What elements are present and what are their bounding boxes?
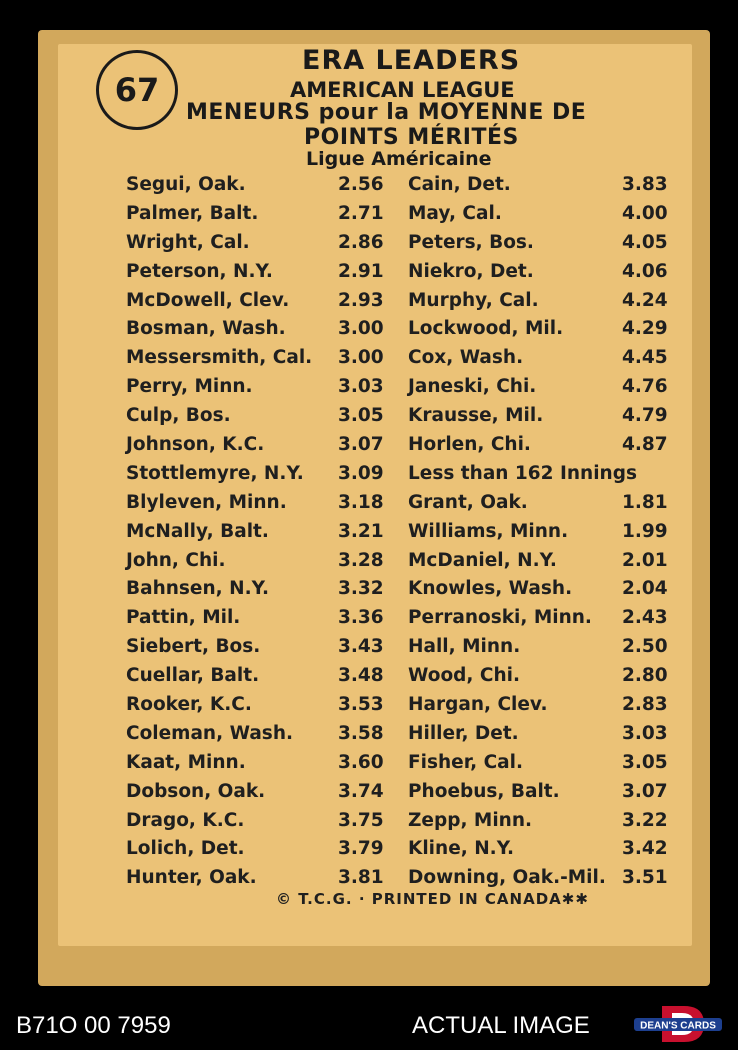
era-leaders-table — [126, 170, 676, 892]
left-pitcher-name: Peterson, N.Y. — [126, 260, 273, 282]
left-pitcher-era: 2.71 — [338, 202, 384, 224]
table-row — [126, 459, 676, 488]
french-title-line1: MENEURS pour la MOYENNE DE — [186, 100, 587, 125]
right-pitcher-era: 1.99 — [622, 520, 668, 542]
left-pitcher-era: 3.21 — [338, 520, 384, 542]
table-row — [126, 546, 676, 575]
left-pitcher-era: 3.79 — [338, 838, 384, 860]
right-pitcher-name: Fisher, Cal. — [408, 751, 524, 773]
left-pitcher-era: 3.05 — [338, 405, 384, 427]
left-pitcher-era: 3.00 — [338, 318, 384, 340]
right-pitcher-name: Janeski, Chi. — [408, 376, 537, 398]
left-pitcher-name: Kaat, Minn. — [126, 751, 246, 773]
table-row — [126, 430, 676, 459]
right-pitcher-name: Hall, Minn. — [408, 636, 521, 658]
right-pitcher-era: 2.43 — [622, 607, 668, 629]
left-pitcher-era: 3.53 — [338, 693, 384, 715]
table-row — [126, 401, 676, 430]
left-pitcher-name: Segui, Oak. — [126, 173, 246, 195]
french-title-line2: POINTS MÉRITÉS — [304, 125, 519, 150]
left-pitcher-era: 3.18 — [338, 491, 384, 513]
left-pitcher-name: Palmer, Balt. — [126, 202, 259, 224]
table-row — [126, 603, 676, 632]
left-pitcher-name: Blyleven, Minn. — [126, 491, 287, 513]
left-pitcher-era: 3.03 — [338, 376, 384, 398]
logo-text: DEAN'S CARDS — [640, 1020, 716, 1032]
right-pitcher-name: Wood, Chi. — [408, 665, 520, 687]
right-pitcher-name: Peters, Bos. — [408, 231, 534, 253]
table-row — [126, 777, 676, 806]
right-pitcher-name: Downing, Oak.-Mil. — [408, 867, 606, 889]
left-pitcher-name: Wright, Cal. — [126, 231, 250, 253]
right-pitcher-name: Horlen, Chi. — [408, 433, 531, 455]
table-row — [126, 863, 676, 892]
right-pitcher-name: Grant, Oak. — [408, 491, 528, 513]
card-subtitle: AMERICAN LEAGUE — [290, 78, 515, 102]
left-pitcher-era: 2.86 — [338, 231, 384, 253]
right-pitcher-name: Krausse, Mil. — [408, 405, 544, 427]
table-row — [126, 314, 676, 343]
right-pitcher-era: 2.04 — [622, 578, 668, 600]
right-pitcher-name: Kline, N.Y. — [408, 838, 515, 860]
right-pitcher-name: Phoebus, Balt. — [408, 780, 560, 802]
left-pitcher-name: McNally, Balt. — [126, 520, 269, 542]
table-row — [126, 834, 676, 863]
card-number-badge — [96, 50, 178, 130]
right-pitcher-name: Hargan, Clev. — [408, 693, 548, 715]
right-pitcher-era: 3.03 — [622, 722, 668, 744]
table-row — [126, 806, 676, 835]
left-pitcher-era: 3.48 — [338, 665, 384, 687]
table-row — [126, 170, 676, 199]
left-pitcher-name: Messersmith, Cal. — [126, 347, 313, 369]
right-pitcher-era: 3.07 — [622, 780, 668, 802]
right-pitcher-era: 3.42 — [622, 838, 668, 860]
left-pitcher-era: 3.43 — [338, 636, 384, 658]
table-row — [126, 517, 676, 546]
left-pitcher-name: McDowell, Clev. — [126, 289, 290, 311]
right-pitcher-name: Perranoski, Minn. — [408, 607, 592, 629]
card-title: ERA LEADERS — [302, 45, 521, 76]
left-pitcher-name: Culp, Bos. — [126, 405, 231, 427]
left-pitcher-era: 3.75 — [338, 809, 384, 831]
right-pitcher-name: Cox, Wash. — [408, 347, 524, 369]
table-row — [126, 719, 676, 748]
actual-image-label: ACTUAL IMAGE — [412, 1012, 590, 1039]
left-pitcher-era: 3.28 — [338, 549, 384, 571]
right-pitcher-era: 3.51 — [622, 867, 668, 889]
left-pitcher-era: 3.74 — [338, 780, 384, 802]
right-pitcher-era: 2.01 — [622, 549, 668, 571]
left-pitcher-name: Cuellar, Balt. — [126, 665, 260, 687]
left-pitcher-name: Johnson, K.C. — [126, 433, 265, 455]
left-pitcher-era: 3.58 — [338, 722, 384, 744]
right-pitcher-era: 4.24 — [622, 289, 668, 311]
french-title-line3: Ligue Américaine — [306, 148, 492, 170]
left-pitcher-name: Drago, K.C. — [126, 809, 245, 831]
left-pitcher-era: 3.07 — [338, 433, 384, 455]
right-pitcher-era: 2.83 — [622, 693, 668, 715]
deans-cards-logo — [632, 1004, 724, 1044]
right-pitcher-era: 4.05 — [622, 231, 668, 253]
left-pitcher-era: 3.36 — [338, 607, 384, 629]
table-row — [126, 372, 676, 401]
table-row — [126, 286, 676, 315]
left-pitcher-name: Siebert, Bos. — [126, 636, 261, 658]
left-pitcher-era: 2.91 — [338, 260, 384, 282]
right-pitcher-era: 3.83 — [622, 173, 668, 195]
left-pitcher-name: Bosman, Wash. — [126, 318, 286, 340]
left-pitcher-name: Hunter, Oak. — [126, 867, 257, 889]
right-pitcher-name: McDaniel, N.Y. — [408, 549, 557, 571]
right-pitcher-name: Hiller, Det. — [408, 722, 519, 744]
table-row — [126, 257, 676, 286]
left-pitcher-era: 3.32 — [338, 578, 384, 600]
table-row — [126, 661, 676, 690]
right-pitcher-name: Murphy, Cal. — [408, 289, 539, 311]
section-note: Less than 162 Innings — [408, 462, 637, 484]
right-pitcher-name: Williams, Minn. — [408, 520, 569, 542]
left-pitcher-name: Pattin, Mil. — [126, 607, 241, 629]
left-pitcher-name: Lolich, Det. — [126, 838, 245, 860]
right-pitcher-era: 4.45 — [622, 347, 668, 369]
left-pitcher-era: 3.00 — [338, 347, 384, 369]
table-row — [126, 228, 676, 257]
table-row — [126, 574, 676, 603]
right-pitcher-era: 4.87 — [622, 433, 668, 455]
right-pitcher-era: 4.79 — [622, 405, 668, 427]
left-pitcher-era: 2.56 — [338, 173, 384, 195]
right-pitcher-era: 4.06 — [622, 260, 668, 282]
right-pitcher-era: 1.81 — [622, 491, 668, 513]
right-pitcher-name: Niekro, Det. — [408, 260, 534, 282]
table-row — [126, 343, 676, 372]
left-pitcher-name: Bahnsen, N.Y. — [126, 578, 269, 600]
right-pitcher-name: May, Cal. — [408, 202, 502, 224]
table-row — [126, 199, 676, 228]
left-pitcher-name: Rooker, K.C. — [126, 693, 252, 715]
left-pitcher-name: John, Chi. — [126, 549, 226, 571]
card-number: 67 — [114, 71, 160, 109]
right-pitcher-era: 4.00 — [622, 202, 668, 224]
right-pitcher-era: 3.22 — [622, 809, 668, 831]
right-pitcher-era: 3.05 — [622, 751, 668, 773]
table-row — [126, 748, 676, 777]
left-pitcher-era: 3.09 — [338, 462, 384, 484]
right-pitcher-name: Lockwood, Mil. — [408, 318, 564, 340]
right-pitcher-era: 2.50 — [622, 636, 668, 658]
left-pitcher-era: 3.60 — [338, 751, 384, 773]
right-pitcher-era: 4.29 — [622, 318, 668, 340]
right-pitcher-era: 4.76 — [622, 376, 668, 398]
left-pitcher-name: Dobson, Oak. — [126, 780, 266, 802]
right-pitcher-era: 2.80 — [622, 665, 668, 687]
left-pitcher-era: 3.81 — [338, 867, 384, 889]
serial-number: B71O 00 7959 — [16, 1012, 171, 1039]
left-pitcher-era: 2.93 — [338, 289, 384, 311]
right-pitcher-name: Cain, Det. — [408, 173, 511, 195]
table-row — [126, 690, 676, 719]
right-pitcher-name: Knowles, Wash. — [408, 578, 573, 600]
left-pitcher-name: Stottlemyre, N.Y. — [126, 462, 304, 484]
left-pitcher-name: Perry, Minn. — [126, 376, 253, 398]
right-pitcher-name: Zepp, Minn. — [408, 809, 533, 831]
left-pitcher-name: Coleman, Wash. — [126, 722, 294, 744]
card-footer: © T.C.G. · PRINTED IN CANADA✱✱ — [276, 890, 589, 908]
table-row — [126, 488, 676, 517]
table-row — [126, 632, 676, 661]
